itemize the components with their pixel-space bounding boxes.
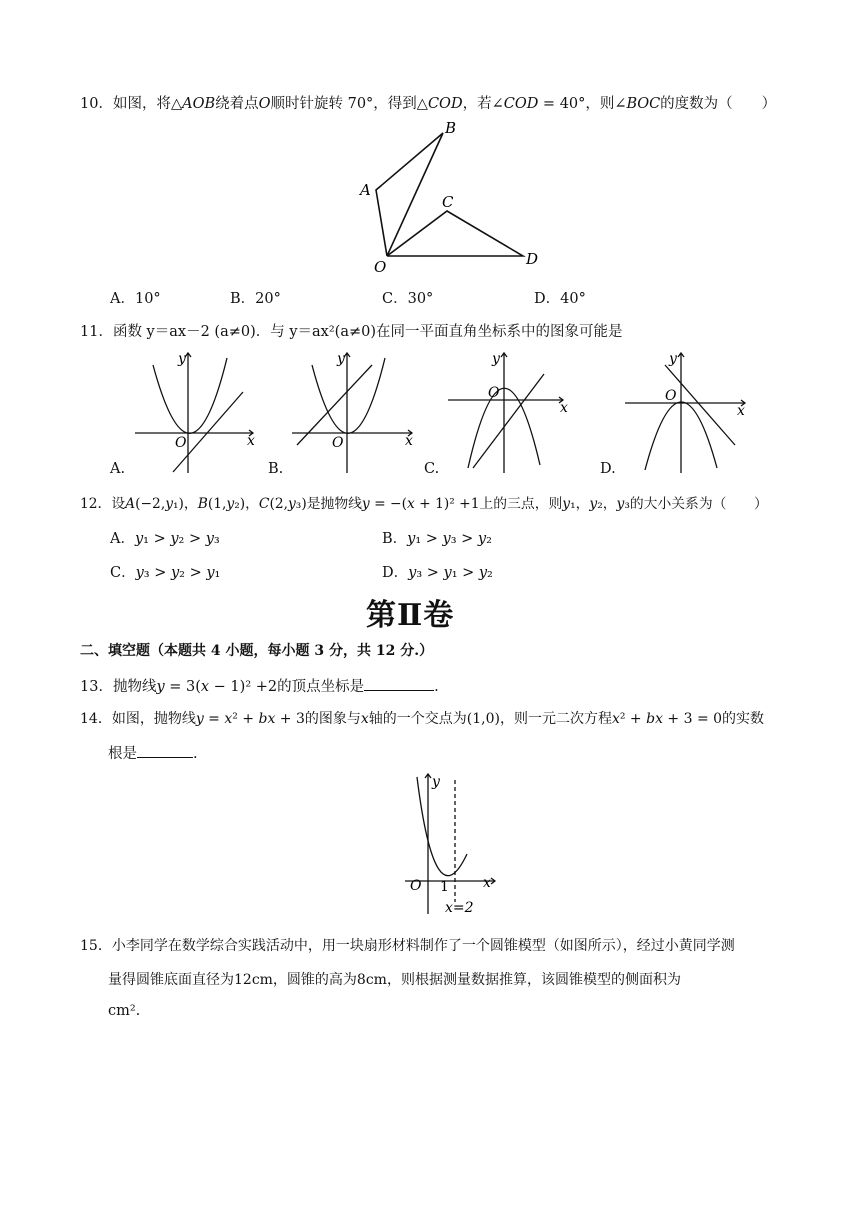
q13-end: . — [434, 679, 439, 695]
section-title: 第Ⅱ卷 — [366, 598, 455, 633]
q15-line3: cm². — [108, 1003, 141, 1019]
q15-line1: 15．小李同学在数学综合实践活动中，用一块扇形材料制作了一个圆锥模型（如图所示），经过小黄同学测 — [80, 938, 735, 954]
line-d — [665, 365, 735, 445]
section-heading: 二、填空题（本题共 4 小题，每小题 3 分，共 12 分.） — [80, 643, 434, 659]
q10-triangle-figure — [350, 115, 550, 275]
svg-text:O: O — [410, 878, 422, 894]
parabola-b — [312, 358, 385, 433]
svg-text:O: O — [175, 435, 187, 451]
svg-text:O: O — [332, 435, 344, 451]
svg-text:x: x — [247, 433, 255, 449]
q12-option-c: C．𝑦₃ > 𝑦₂ > 𝑦₁ — [110, 565, 221, 581]
q11-option-c: C. — [424, 461, 440, 477]
q13-stem: 13．抛物线𝑦 = 3(𝑥 − 1)² +2的顶点坐标是 — [80, 679, 365, 695]
q10-option-b: B．20° — [230, 291, 281, 307]
q14-stem: 14．如图，抛物线𝑦 = 𝑥² + 𝑏𝑥 + 3的图象与𝑥轴的一个交点为(1,0)，则一元二次方程𝑥² + 𝑏𝑥 + 3 = 0的实数 — [80, 711, 765, 727]
q11-option-a: A. — [110, 461, 126, 477]
q11-graph-b — [292, 350, 417, 475]
q12-option-a: A．𝑦₁ > 𝑦₂ > 𝑦₃ — [110, 531, 220, 547]
triangle-cod — [387, 211, 523, 256]
triangle-aob — [376, 133, 443, 256]
q11-stem: 11．函数 y＝ax－2 (a≠0)．与 y＝ax²(a≠0)在同一平面直角坐标系中的图象可能是 — [80, 324, 623, 340]
q11-graph-d — [625, 350, 750, 475]
q12-stem: 12．设𝐴(−2,𝑦₁)，𝐵(1,𝑦₂)，𝐶(2,𝑦₃)是抛物线𝑦 = −(𝑥 + 1)² +1上的三点，则𝑦₁，𝑦₂，𝑦₃的大小关系为（ ） — [80, 496, 768, 512]
q14-line2 — [108, 742, 198, 763]
svg-text:y: y — [669, 351, 677, 367]
q15-line2: 量得圆锥底面直径为12cm，圆锥的高为8cm，则根据测量数据推算，该圆锥模型的侧面积为 — [108, 972, 681, 988]
q12-option-d: D．𝑦₃ > 𝑦₁ > 𝑦₂ — [382, 565, 493, 581]
q14-line2-text: 根是 — [108, 746, 137, 762]
label-c: C — [442, 193, 454, 211]
q14-parabola-figure — [405, 772, 500, 917]
q14-end: . — [193, 746, 198, 762]
q13-line — [80, 675, 439, 696]
q11-graph-c — [448, 350, 573, 475]
svg-text:x=2: x=2 — [445, 900, 474, 916]
svg-text:x: x — [483, 875, 491, 891]
svg-text:1: 1 — [440, 879, 449, 895]
svg-text:y: y — [492, 351, 500, 367]
svg-text:x: x — [560, 400, 568, 416]
q11-option-d: D. — [600, 461, 616, 477]
parabola-q14 — [417, 777, 467, 876]
svg-text:y: y — [178, 351, 186, 367]
q10-option-d: D．40° — [534, 291, 586, 307]
label-a: A — [360, 181, 371, 199]
svg-text:y: y — [337, 351, 345, 367]
q10-stem: 10．如图，将△𝐴𝑂𝐵绕着点𝑂顺时针旋转 70°，得到△𝐶𝑂𝐷，若∠𝐶𝑂𝐷 = 40°，则∠𝐵𝑂𝐶的度数为（ ） — [80, 96, 777, 112]
line-c — [473, 374, 544, 468]
label-d: D — [526, 250, 539, 268]
svg-text:O: O — [488, 385, 500, 401]
q10-option-a: A．10° — [110, 291, 161, 307]
q11-graph-a — [135, 350, 260, 475]
svg-text:y: y — [432, 774, 440, 790]
svg-text:x: x — [405, 433, 413, 449]
svg-text:x: x — [737, 403, 745, 419]
label-b: B — [445, 119, 457, 137]
q11-option-b: B. — [268, 461, 284, 477]
q14-answer-blank[interactable] — [137, 757, 193, 758]
q10-option-c: C．30° — [382, 291, 434, 307]
q13-answer-blank[interactable] — [364, 690, 434, 691]
svg-text:O: O — [665, 388, 677, 404]
q12-option-b: B．𝑦₁ > 𝑦₃ > 𝑦₂ — [382, 531, 492, 547]
label-o: O — [374, 258, 387, 276]
